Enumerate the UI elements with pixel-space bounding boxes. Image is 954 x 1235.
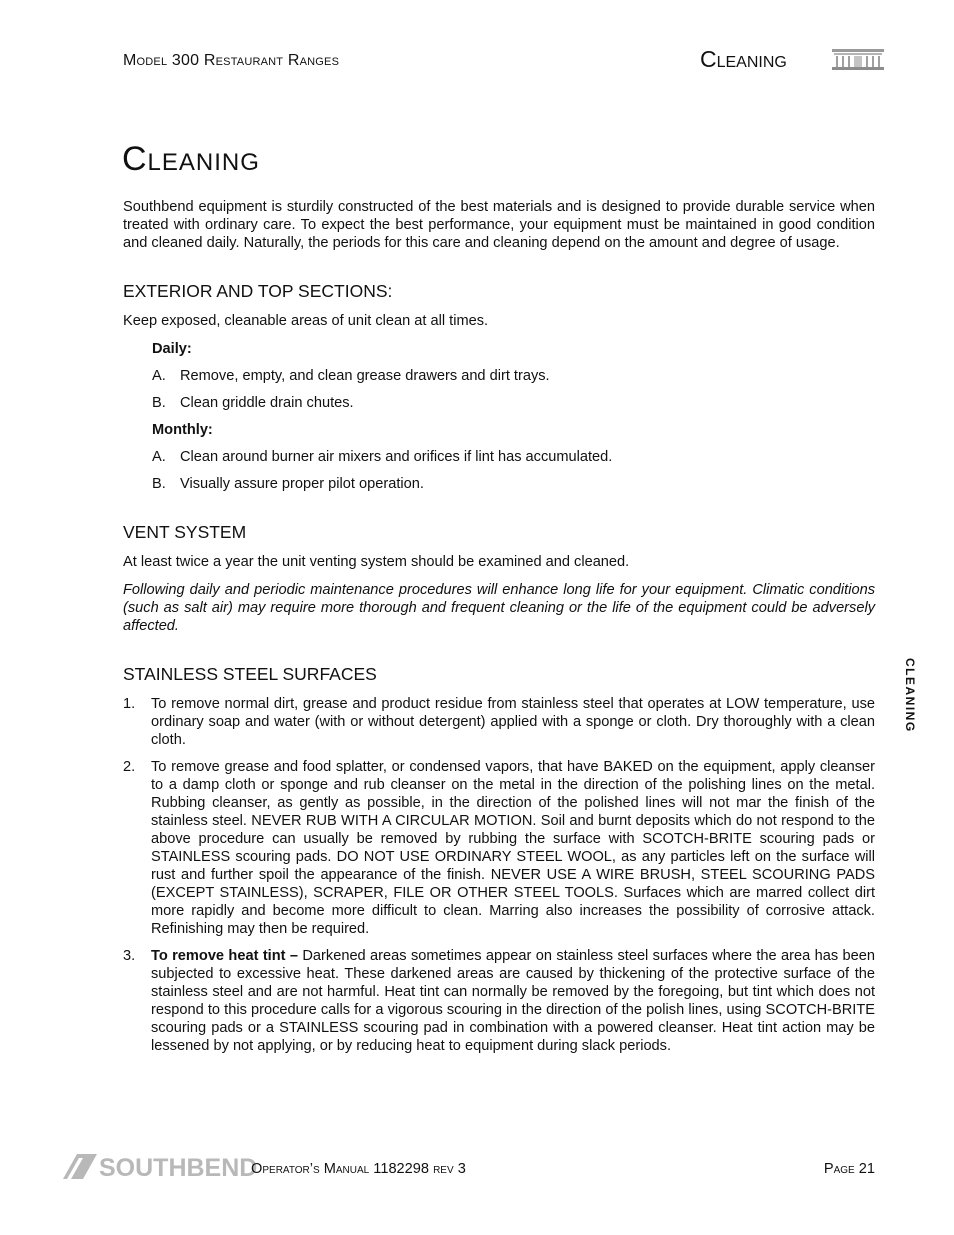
building-logo-icon: [830, 45, 886, 71]
southbend-logo-text: SOUTHBEND: [99, 1154, 258, 1182]
list-item-text: Remove, empty, and clean grease drawers and dirt trays.: [180, 368, 550, 384]
monthly-label: Monthly:: [152, 422, 213, 438]
heat-tint-text: Darkened areas sometimes appear on stainless steel surfaces where the area has been subjected to excessive heat. These darkened areas are caused by thickening of the protective surface of the stainless steel and are not harmful. Heat tint can normally be removed by the foregoing, but tint which does not respond to this procedure calls for a vigorous scouring in the direction of the polish lines, using SCOTCH-BRITE scouring pads or a STAINLESS scouring pad in combination with a powered cleanser. Heat tint action may be lessened by not applying, or by reducing heat to equipment during slack periods.: [151, 948, 875, 1054]
list-item: [152, 448, 875, 466]
header-document-title: Model 300 Restaurant Ranges: [123, 52, 340, 69]
section-heading-exterior: EXTERIOR AND TOP SECTIONS:: [123, 281, 393, 301]
list-item: [152, 475, 875, 493]
list-marker: B.: [152, 476, 166, 492]
side-tab-label: CLEANING: [903, 658, 917, 733]
list-marker: A.: [152, 368, 166, 384]
list-item-text: Visually assure proper pilot operation.: [180, 476, 424, 492]
section-heading-vent: VENT SYSTEM: [123, 522, 247, 542]
list-item-text: To remove normal dirt, grease and product residue from stainless steel that operates at LOW temperature, use ordinary soap and water (with or without detergent) applied with a sponge or cloth. Dry thoroughly with a clean cloth.: [151, 696, 875, 748]
exterior-lead: Keep exposed, cleanable areas of unit clean at all times.: [123, 313, 489, 329]
list-marker: A.: [152, 449, 166, 465]
list-marker: B.: [152, 395, 166, 411]
daily-label: Daily:: [152, 341, 192, 357]
intro-paragraph: Southbend equipment is sturdily constructed of the best materials and is designed to provide durable service when treated with ordinary care. To expect the best performance, your equipment must be maintained in good condition and cleaned daily. Naturally, the periods for this care and cleaning depend on the amount and degree of usage.: [123, 199, 875, 251]
vent-note: Following daily and periodic maintenance procedures will enhance long life for your equipment. Climatic conditions (such as salt air) may require more thorough and frequent cleaning or the life of the equipment could be adversely affected.: [123, 582, 875, 634]
list-item: [152, 394, 875, 412]
list-item-text: Clean around burner air mixers and orifices if lint has accumulated.: [180, 449, 613, 465]
footer-manual-info: Operator’s Manual 1182298 rev 3: [251, 1161, 466, 1177]
list-marker: 3.: [123, 948, 136, 964]
section-heading-stainless: STAINLESS STEEL SURFACES: [123, 664, 377, 684]
list-item: [123, 758, 875, 938]
list-marker: 2.: [123, 759, 136, 775]
list-item-text: [151, 947, 875, 1055]
list-item-text: Clean griddle drain chutes.: [180, 395, 354, 411]
page-title: Cleaning: [122, 140, 260, 178]
list-item: [152, 367, 875, 385]
list-marker: 1.: [123, 696, 136, 712]
exterior-schedule: [123, 340, 875, 493]
vent-lead: At least twice a year the unit venting system should be examined and cleaned.: [123, 554, 630, 570]
list-item: [123, 695, 875, 749]
heat-tint-lead: To remove heat tint –: [151, 948, 299, 964]
southbend-logo: [63, 1152, 258, 1182]
header-section-title: Cleaning: [700, 46, 787, 72]
document-body: [123, 198, 875, 1064]
list-item: [123, 947, 875, 1055]
footer-page-number: Page 21: [823, 1161, 875, 1177]
list-item-text: To remove grease and food splatter, or condensed vapors, that have BAKED on the equipment, apply cleanser to a damp cloth or sponge and rub cleanser on the metal in the direction of the polishing lines on the metal. Rubbing cleanser, as gently as possible, in the direction of the polished lines will not mar the finish of the stainless steel. NEVER RUB WITH A CIRCULAR MOTION. Soil and burnt deposits which do not respond to the above procedure can usually be removed by rubbing the surface with SCOTCH-BRITE scouring pads or STAINLESS scouring pads. DO NOT USE ORDINARY STEEL WOOL, as any particles left on the surface will rust and further spoil the appearance of the finish. NEVER USE A WIRE BRUSH, STEEL SCOURING PADS (EXCEPT STAINLESS), SCRAPER, FILE OR OTHER STEEL TOOLS. Surfaces which are marred collect dirt more rapidly and become more difficult to clean. Marring also increases the possibility of corrosive attack. Refinishing may then be required.: [151, 759, 875, 937]
